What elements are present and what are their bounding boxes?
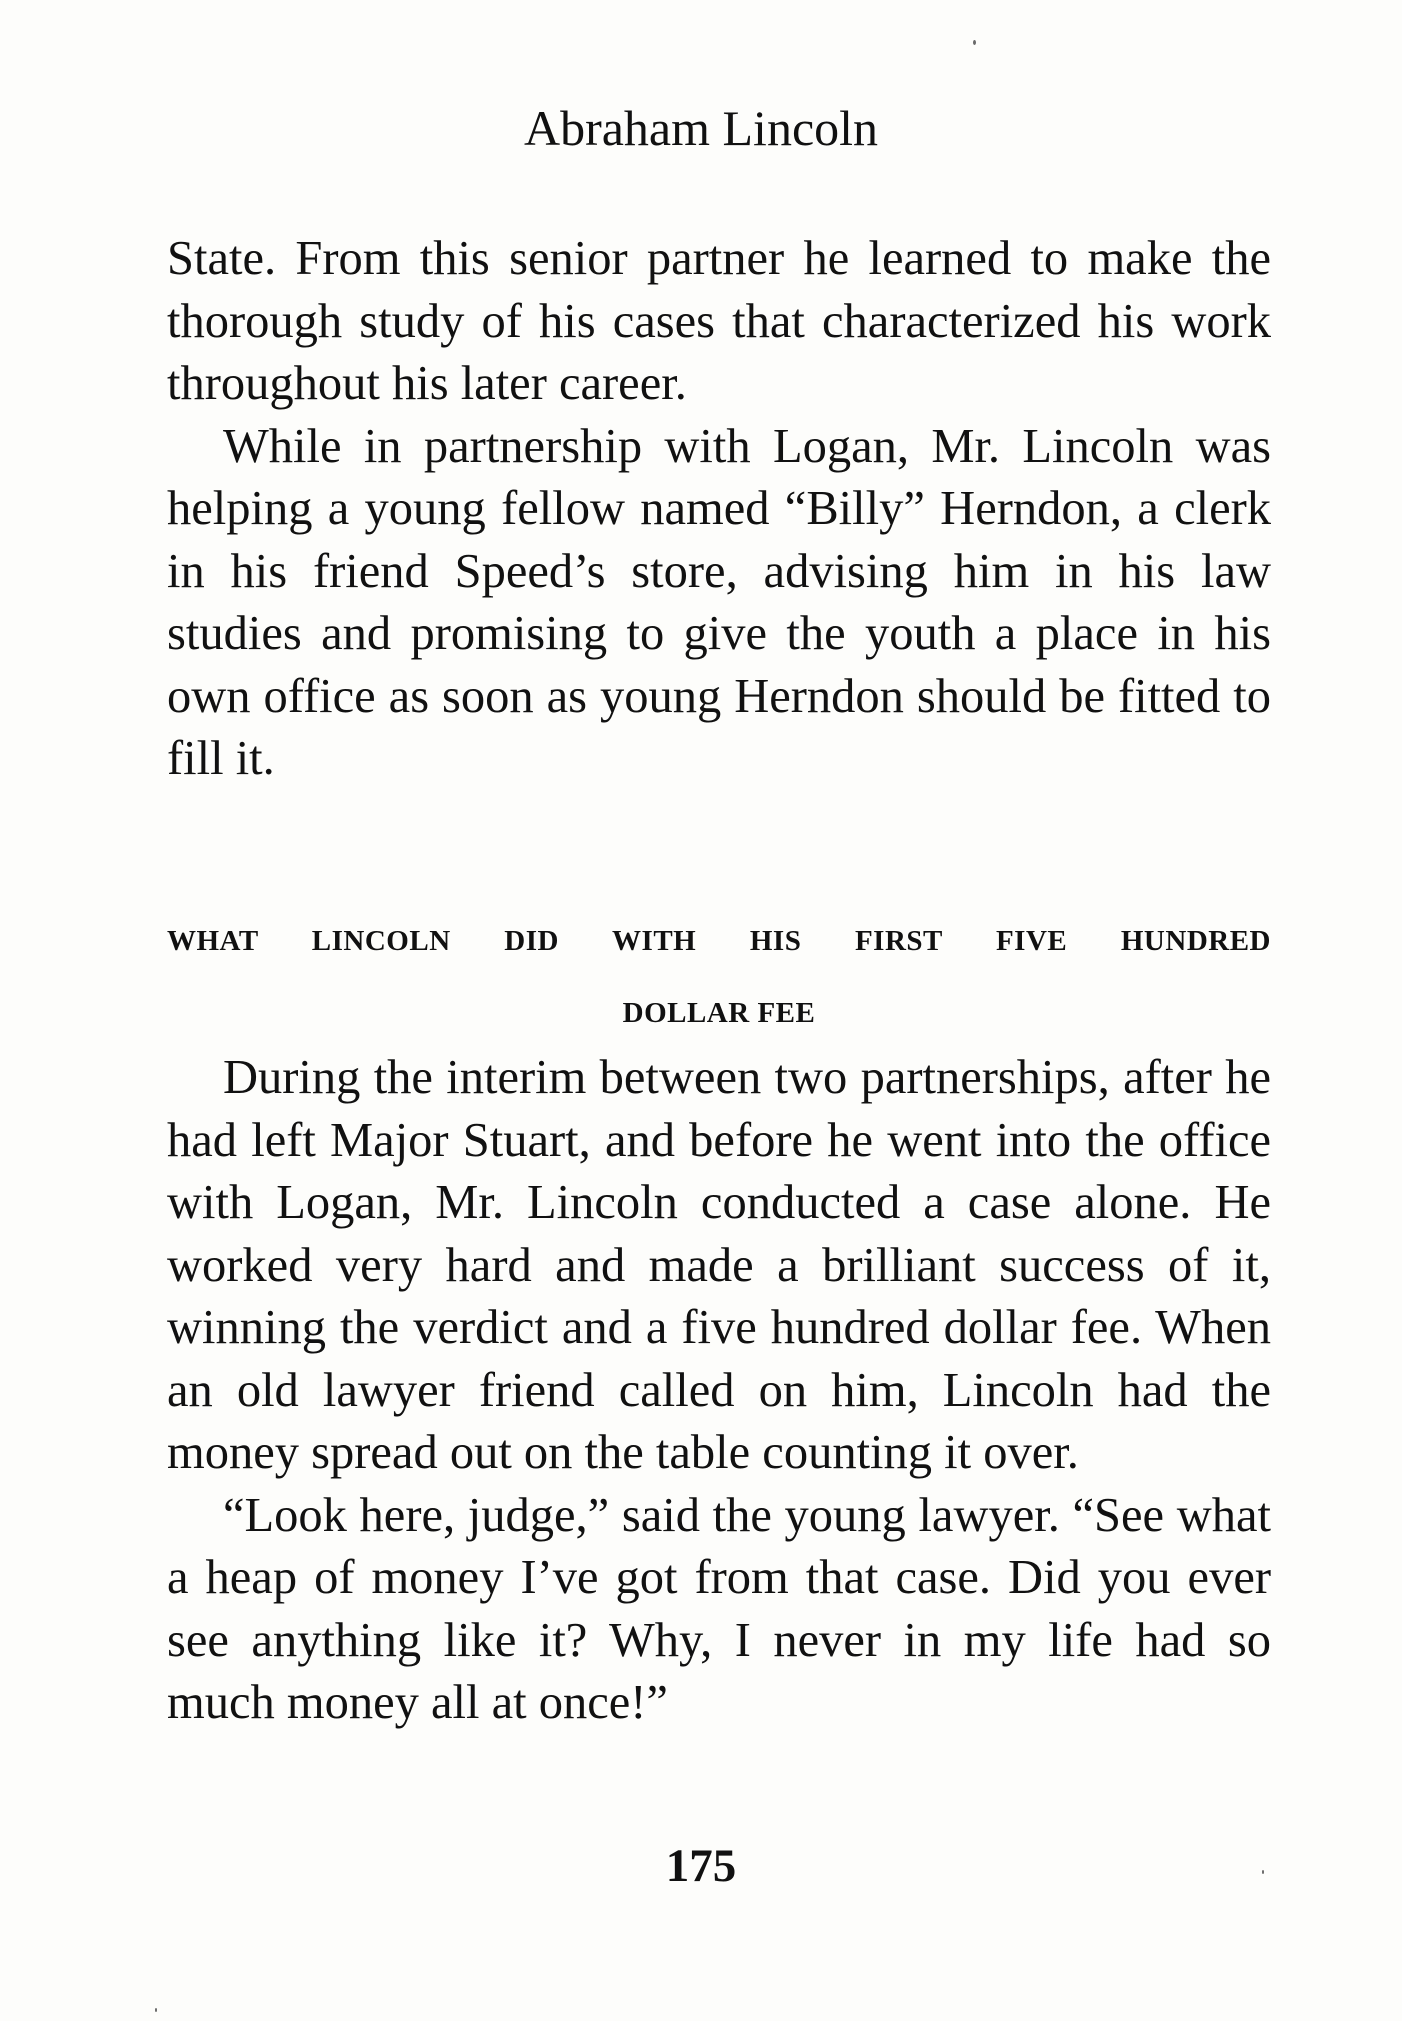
section-heading-line: WHAT LINCOLN DID WITH HIS FIRST FIVE HUNDRED (167, 925, 1271, 957)
print-speck (1262, 1870, 1264, 1874)
paragraph: During the interim between two partnerships, after he had left Major Stuart, and before he went into the office with Logan, Mr. Lincoln conducted a case alone. He worked very hard and made a brilliant success of it, winning the verdict and a five hundred dollar fee. When an old lawyer friend called on him, Lincoln had the money spread out on the table counting it over. (167, 1051, 1271, 1479)
print-speck (973, 40, 976, 45)
section-heading (167, 905, 1271, 1049)
paragraph: State. From this senior partner he learned to make the thorough study of his cases that characterized his work throughout his later career. (167, 232, 1271, 410)
text-block-after-heading (167, 1047, 1271, 1735)
text-block-before-heading (167, 228, 1271, 791)
page-number: 175 (665, 1840, 737, 1892)
paragraph: While in partnership with Logan, Mr. Lincoln was helping a young fellow named “Billy” Herndon, a clerk in his friend Speed’s store, advising him in his law studies and promising to give the youth a place in his own office as soon as young Herndon should be fitted to fill it. (167, 419, 1271, 785)
print-speck (155, 2008, 157, 2012)
paragraph: “Look here, judge,” said the young lawyer. “See what a heap of money I’ve got from that case. Did you ever see anything like it? Why, I never in my life had so much money all at once!” (167, 1488, 1271, 1729)
section-heading-line: DOLLAR FEE (622, 997, 816, 1029)
running-head: Abraham Lincoln (523, 100, 879, 156)
